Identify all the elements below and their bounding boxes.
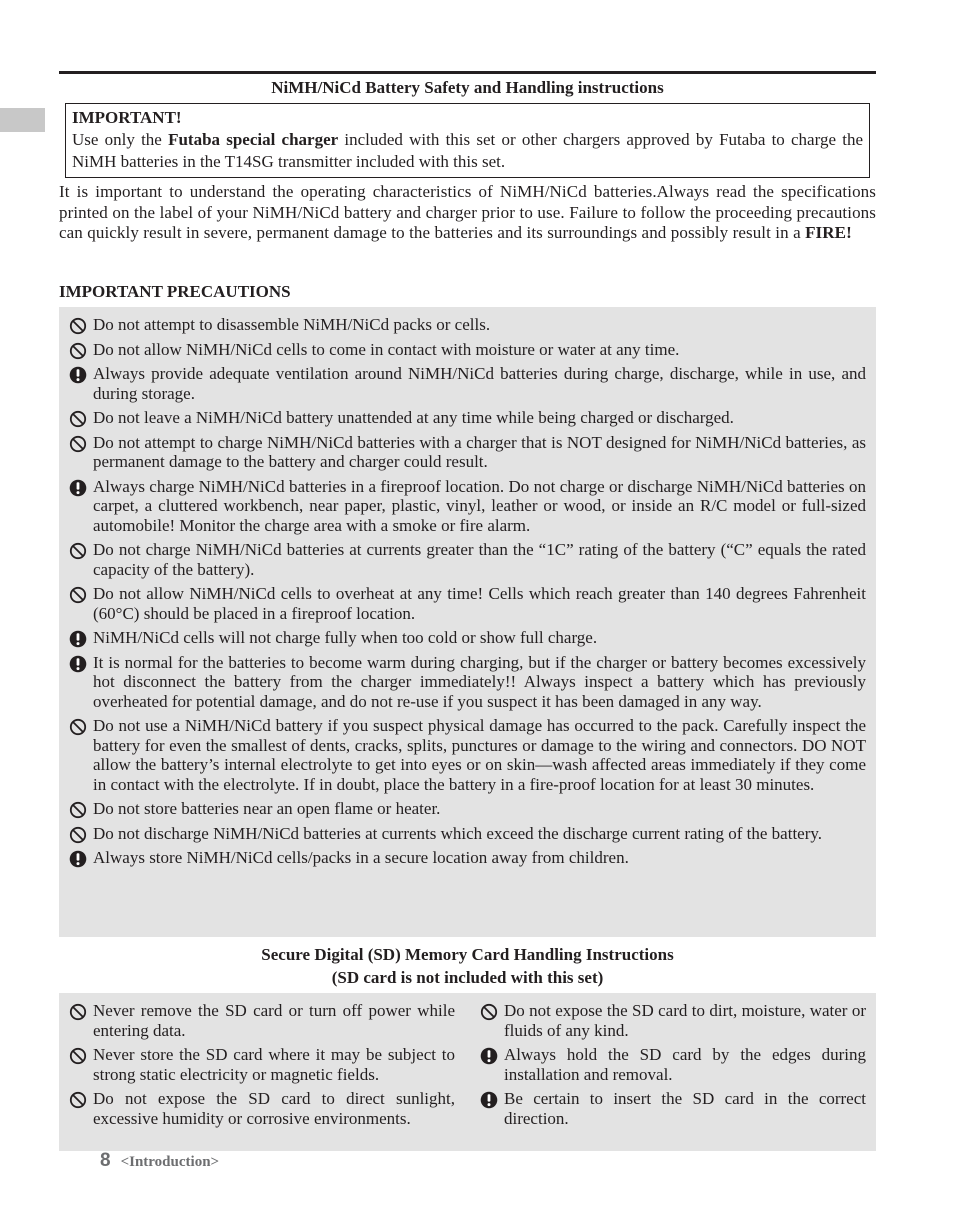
sd-title-line1: Secure Digital (SD) Memory Card Handling Instructions — [261, 945, 674, 964]
section-label: <Introduction> — [120, 1154, 220, 1170]
page-title: NiMH/NiCd Battery Safety and Handling instructions — [271, 78, 664, 97]
precaution-item-text: Do not leave a NiMH/NiCd battery unattended at any time while being charged or discharged. — [93, 408, 734, 427]
important-text-after: included with this set or other chargers approved by Futaba to charge the NiMH batteries in the T14SG transmitter included with this set. — [72, 130, 863, 171]
precaution-item-text: Do not attempt to disassemble NiMH/NiCd packs or cells. — [93, 315, 491, 334]
prohibited-icon — [69, 317, 87, 335]
sd-item — [480, 1001, 866, 1040]
sd-item-text: Never store the SD card where it may be subject to strong static electricity or magnetic fields. — [93, 1045, 455, 1084]
precaution-item-text: Do not store batteries near an open flame or heater. — [93, 799, 441, 818]
precaution-item-text: Do not attempt to charge NiMH/NiCd batteries with a charger that is NOT designed for NiMH/NiCd batteries, as permanent damage to the battery and charger could result. — [93, 432, 866, 471]
prohibited-icon — [69, 826, 87, 844]
precaution-item-text: It is normal for the batteries to become warm during charging, but if the charger or battery becomes excessively hot disconnect the battery from the charger immediately!! Always inspect a battery which has previously overheated for potential damage, and do not re-use if you suspect it has been damaged in any way. — [93, 652, 866, 711]
precaution-item-text: NiMH/NiCd cells will not charge fully when too cold or show full charge. — [93, 628, 598, 647]
exclamation-icon — [69, 850, 87, 868]
exclamation-icon — [69, 630, 87, 648]
prohibited-icon — [69, 718, 87, 736]
sd-item-text: Always hold the SD card by the edges during installation and removal. — [504, 1045, 866, 1084]
prohibited-icon — [69, 801, 87, 819]
sd-right-list — [480, 1001, 866, 1133]
page-footer — [100, 1150, 219, 1172]
prohibited-icon — [69, 1003, 87, 1021]
precaution-item-text: Always store NiMH/NiCd cells/packs in a secure location away from children. — [93, 848, 629, 867]
sd-section-title — [59, 943, 876, 989]
prohibited-icon — [69, 410, 87, 428]
important-text-before: Use only the — [72, 130, 169, 149]
precaution-item — [69, 799, 866, 819]
exclamation-icon — [69, 479, 87, 497]
precaution-item-text: Do not charge NiMH/NiCd batteries at currents greater than the “1C” rating of the battery (“C” equals the rated capacity of the battery). — [93, 540, 866, 579]
precaution-item-text: Do not discharge NiMH/NiCd batteries at currents which exceed the discharge current rating of the battery. — [93, 823, 823, 843]
important-heading: IMPORTANT! — [72, 108, 182, 127]
precaution-item-text: Always provide adequate ventilation around NiMH/NiCd batteries during charge, discharge, while in use, and during storage. — [93, 364, 866, 403]
exclamation-icon — [480, 1091, 498, 1109]
sd-item-text: Never remove the SD card or turn off power while entering data. — [93, 1001, 455, 1040]
precaution-item — [69, 653, 866, 712]
important-text — [72, 129, 863, 173]
precaution-item — [69, 628, 866, 648]
prohibited-icon — [480, 1003, 498, 1021]
precaution-item — [69, 315, 866, 335]
intro-text: It is important to understand the operating characteristics of NiMH/NiCd batteries.Always read the specifications printed on the label of your NiMH/NiCd battery and charger prior to use. Failure to follow the proceeding precautions can quickly result in severe, permanent damage to the batteries and its surroundings and possibly result in a — [59, 182, 876, 242]
sd-item — [69, 1001, 455, 1040]
exclamation-icon — [480, 1047, 498, 1065]
page-number: 8 — [100, 1150, 111, 1171]
exclamation-icon — [69, 366, 87, 384]
precaution-item-text: Always charge NiMH/NiCd batteries in a fireproof location. Do not charge or discharge NiMH/NiCd batteries on carpet, a cluttered workbench, near paper, plastic, vinyl, leather or wood, or inside an R/C model or full-sized automobile! Monitor the charge area with a smoke or fire alarm. — [93, 476, 866, 535]
sd-item-text: Be certain to insert the SD card in the correct direction. — [504, 1089, 866, 1128]
sd-item — [480, 1045, 866, 1084]
sd-item-text: Do not expose the SD card to direct sunlight, excessive humidity or corrosive environments. — [93, 1089, 455, 1128]
intro-paragraph — [59, 182, 876, 244]
prohibited-icon — [69, 342, 87, 360]
sd-item — [69, 1045, 455, 1084]
precaution-item — [69, 716, 866, 794]
sd-left-list — [69, 1001, 455, 1133]
exclamation-icon — [69, 655, 87, 673]
important-notice-box — [65, 103, 870, 178]
precaution-item — [69, 340, 866, 360]
prohibited-icon — [69, 542, 87, 560]
precautions-heading: IMPORTANT PRECAUTIONS — [59, 282, 291, 301]
precaution-item — [69, 848, 866, 868]
prohibited-icon — [69, 1091, 87, 1109]
sd-item-text: Do not expose the SD card to dirt, moisture, water or fluids of any kind. — [504, 1001, 866, 1040]
precaution-item — [69, 824, 866, 844]
precaution-item-text: Do not allow NiMH/NiCd cells to come in contact with moisture or water at any time. — [93, 339, 680, 359]
precaution-item — [69, 433, 866, 472]
intro-fire-warning: FIRE! — [805, 223, 852, 242]
precaution-item — [69, 364, 866, 403]
important-bold-text: Futaba special charger — [168, 130, 339, 149]
section-side-tab — [0, 108, 45, 132]
sd-title-line2: (SD card is not included with this set) — [331, 968, 604, 987]
precaution-item — [69, 477, 866, 536]
precautions-list — [69, 315, 866, 873]
top-rule — [59, 71, 876, 74]
precaution-item-text: Do not allow NiMH/NiCd cells to overheat at any time! Cells which reach greater than 140 degrees Fahrenheit (60°C) should be placed in a fireproof location. — [93, 584, 866, 623]
precaution-item — [69, 408, 866, 428]
precaution-item — [69, 584, 866, 623]
sd-item — [69, 1089, 455, 1128]
precaution-item-text: Do not use a NiMH/NiCd battery if you suspect physical damage has occurred to the pack. Carefully inspect the battery for even the smallest of dents, cracks, splits, punctures or damage to the wiring and connectors. DO NOT allow the battery’s internal electrolyte to get into eyes or on skin—wash affected areas immediately if they come in contact with the electrolyte. If in doubt, place the battery in a fire-proof location for at least 30 minutes. — [93, 716, 866, 794]
prohibited-icon — [69, 586, 87, 604]
prohibited-icon — [69, 1047, 87, 1065]
precaution-item — [69, 540, 866, 579]
sd-item — [480, 1089, 866, 1128]
prohibited-icon — [69, 435, 87, 453]
